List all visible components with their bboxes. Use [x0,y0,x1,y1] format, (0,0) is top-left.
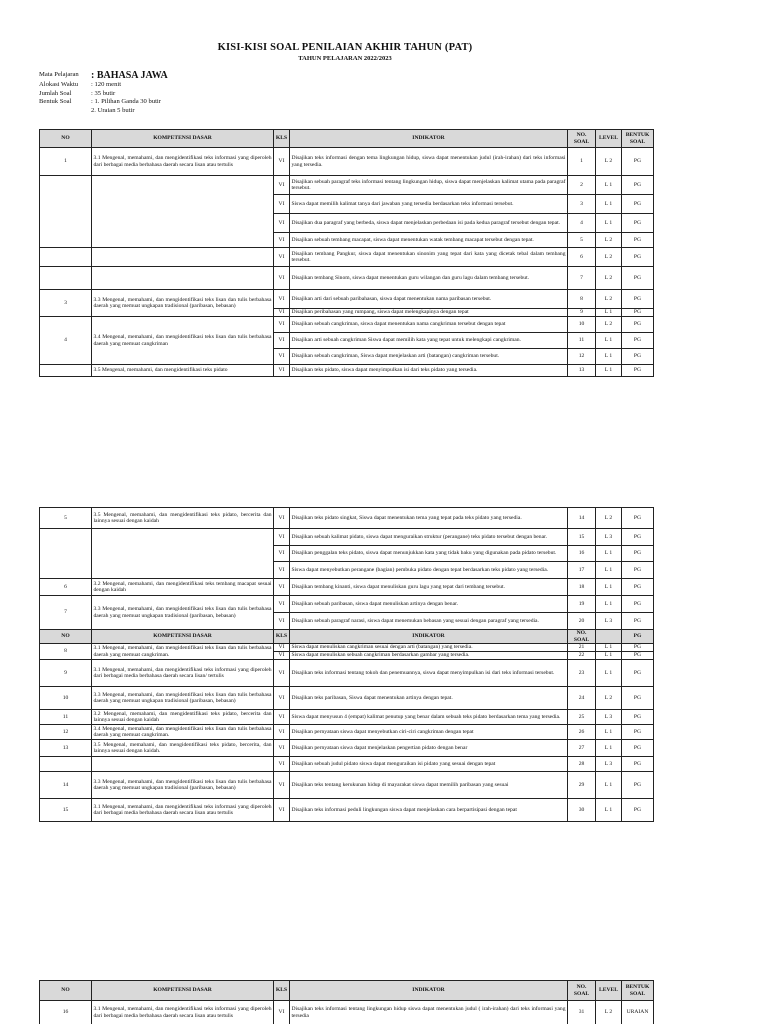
cell-no: 14 [40,772,92,799]
cell-no-soal: 18 [568,579,596,596]
cell-indikator: Siswa dapat menuliskan sebuah cangkriman berdasarkan gambar yang tersedia. [290,652,568,660]
table-row [40,529,654,546]
header-no-soal: NO. SOAL [568,130,596,148]
cell-no-soal: 26 [568,725,596,740]
cell-no-soal: 19 [568,596,596,613]
cell-indikator: Disajikan teks informasi dengan tema lingkungan hidup, siswa dapat menentukan judul (irah-irahan) dari teks informasi yang tersedia. [290,148,568,176]
cell-kompetensi-dasar [92,529,274,579]
cell-bentuk-soal: PG [622,317,654,333]
cell-no-soal: 20 [568,613,596,630]
cell-level: L 1 [596,579,622,596]
kisi-kisi-table-page-2 [39,507,654,822]
cell-kls: VI [274,687,290,710]
cell-indikator: Disajikan sebuah paragraf teks informasi tentang lingkungan hidup, siswa dapat menjelaskan kalimat utama pada paragraf tersebut. [290,176,568,195]
cell-indikator: Disajikan arti dari sebuah paribahasan, siswa dapat menentukan nama paribasan tersebut. [290,290,568,309]
cell-level: L 1 [596,333,622,349]
header-kls: KLS [274,130,290,148]
cell-bentuk-soal: PG [622,725,654,740]
cell-bentuk-soal: PG [622,644,654,652]
cell-kls: VI [274,195,290,214]
header-kompetensi-dasar: KOMPETENSI DASAR [92,130,274,148]
cell-level: L 1 [596,725,622,740]
table-row [40,579,654,596]
cell-level: L 2 [596,687,622,710]
cell-level: L 1 [596,562,622,579]
cell-no: 7 [40,596,92,630]
cell-indikator: Siswa dapat menyebutkan perangane (bagian) pembuka pidato dengan tepat berdasarkan teks pidato yang tersedia. [290,562,568,579]
cell-indikator: Disajikan dua paragraf yang berbeda, siswa dapat menjelaskan perbedaan isi pada kedua paragraf tersebut dengan tepat. [290,214,568,233]
header-level: LEVEL [596,981,622,1001]
cell-bentuk-soal: PG [622,596,654,613]
cell-kls: VI [274,710,290,725]
cell-level: L 3 [596,757,622,772]
header-indikator: INDIKATOR [290,981,568,1001]
kisi-kisi-table-page-3 [39,980,654,1024]
meta-row [39,98,168,107]
cell-indikator: Disajikan penggalan teks pidato, siswa dapat menunjukkan kata yang tidak baku yang digunakan pada pidato tersebut. [290,546,568,562]
table-row [40,176,654,195]
cell-kompetensi-dasar: 3.5 Mengenal, memahami, dan mengidentifikasi teks pidato [92,365,274,377]
cell-bentuk-soal: PG [622,309,654,317]
cell-indikator: Disajikan pernyataan siswa dapat menyebutkan ciri-ciri cangkriman dengan tepat [290,725,568,740]
cell-kls: VI [274,214,290,233]
cell-level: L 1 [596,644,622,652]
cell-indikator: Disajikan tembang kinanti, siswa dapat menuliskan guru lagu yang tepat dari tembang tersebut. [290,579,568,596]
cell-kls: VI [274,757,290,772]
cell-no: 5 [40,508,92,529]
table-row [40,365,654,377]
table-row [40,687,654,710]
cell-kompetensi-dasar: 3.1 Mengenal, memahami, dan mengidentifikasi teks informasi yang diperoleh dari berbagai media berbahasa daerah secara lisan atau tertulis [92,1001,274,1024]
cell-kompetensi-dasar [92,757,274,772]
cell-indikator: Siswa dapat memilih kalimat tanya dari jawaban yang tersedia berdasarkan teks informasi tersebut. [290,195,568,214]
cell-indikator: Siswa dapat menuliskan cangkriman sesuai dengan arti (batangan) yang tersedia. [290,644,568,652]
cell-indikator: Disajikan teks informasi peduli lingkungan siswa dapat menjelaskan cara berpartisipasi dengan tepat [290,799,568,822]
cell-bentuk-soal: PG [622,772,654,799]
cell-kls: VI [274,1001,290,1024]
cell-indikator: Disajikan tembang Sinom, siswa dapat menentukan guru wilangan dan guru lagu dalam tembang tersebut. [290,267,568,290]
meta-label: Alokasi Waktu [39,81,79,88]
cell-no-soal: 6 [568,248,596,267]
cell-no-soal: 21 [568,644,596,652]
cell-no-soal: 17 [568,562,596,579]
cell-level: L 1 [596,365,622,377]
cell-kompetensi-dasar: 3.3 Mengenal, memahami, dan mengidentifikasi teks lisan dan tulis berbahasa daerah yang memuat ungkapan tradisional (paribasan, bebasan) [92,687,274,710]
header-level: LEVEL [596,130,622,148]
cell-level: L 2 [596,267,622,290]
cell-level: L 2 [596,317,622,333]
meta-label [39,107,91,116]
table-row [40,148,654,176]
cell-no-soal: 9 [568,309,596,317]
cell-kls: VI [274,333,290,349]
table-row [40,317,654,333]
document-subtitle: TAHUN PELAJARAN 2022/2023 [298,55,392,62]
table-row [40,644,654,652]
cell-level: L 1 [596,349,622,365]
cell-kompetensi-dasar: 3.4 Mengenal, memahami, dan mengidentifikasi teks lisan dan tulis berbahasa daerah yang memuat cangkriman. [93,725,272,738]
header-no-soal: NO. SOAL [568,981,596,1001]
cell-kls: VI [274,529,290,546]
header-no: NO [40,630,92,644]
cell-kls: VI [274,290,290,309]
table-row [40,799,654,822]
header-indikator: INDIKATOR [290,630,568,644]
cell-kompetensi-dasar [92,267,274,290]
meta-row [39,107,168,116]
cell-indikator: Siswa dapat menyusun 4 (empat) kalimat penutup yang benar dalam sebuah teks pidato berdasarkan tema yang tersedia. [290,710,568,725]
cell-level: L 1 [596,546,622,562]
header-indikator: INDIKATOR [290,130,568,148]
header-no-soal: NO. SOAL [568,630,596,644]
cell-no-soal: 25 [568,710,596,725]
cell-no-soal: 10 [568,317,596,333]
cell-bentuk-soal: PG [622,660,654,687]
header-no: NO [40,981,92,1001]
table-row [40,740,654,757]
table-row [40,248,654,267]
cell-indikator: Disajikan teks pidato, siswa dapat menyimpulkan isi dari teks pidato yang tersedia. [290,365,568,377]
cell-indikator: Disajikan sebuah tembang macapat, siswa dapat menentukan watak tembang macapat tersebut dengan tepat. [290,233,568,248]
cell-no-soal: 11 [568,333,596,349]
cell-kls: VI [274,317,290,333]
cell-indikator: Disajikan teks tentang kerukunan hidup di mayarakat siswa dapat memilih paribasan yang sesuai [290,772,568,799]
cell-kls: VI [274,365,290,377]
header-kls: KLS [274,981,290,1001]
cell-kompetensi-dasar: 3.3 Mengenal, memahami, dan mengidentifikasi teks lisan dan tulis berbahasa daerah yang memuat ungkapan tradisional (paribasan, bebasan) [92,290,274,317]
cell-no: 6 [40,579,92,596]
cell-bentuk-soal: PG [622,562,654,579]
cell-no [40,529,92,579]
cell-no [40,365,92,377]
meta-value: : 35 butir [91,89,116,97]
cell-indikator: Disajikan peribahasan yang rumpang, siswa dapat melengkapinya dengan tepat [290,309,568,317]
cell-bentuk-soal: PG [622,613,654,630]
table-row [40,660,654,687]
meta-row [39,90,168,99]
cell-indikator: Disajikan sebuah paragraf narasi, siswa dapat menemukan bebasan yang sesuai dengan paragraf yang tersedia. [290,613,568,630]
cell-no-soal: 15 [568,529,596,546]
cell-indikator: Disajikan teks informasi tentang tokoh dan penemuannya, siswa dapat menyimpulkan isi dari teks informasi tersebut. [290,660,568,687]
cell-no-soal: 27 [568,740,596,757]
cell-bentuk-soal: PG [622,546,654,562]
cell-indikator: Disajikan pernyataan siswa dapat menjelaskan pengertian pidato dengan benar [290,740,568,757]
cell-bentuk-soal: PG [622,267,654,290]
cell-level: L 1 [596,195,622,214]
cell-no: 8 [40,644,92,660]
cell-bentuk-soal: PG [622,195,654,214]
cell-bentuk-soal: PG [622,799,654,822]
cell-level: L 1 [596,652,622,660]
cell-kls: VI [274,349,290,365]
meta-value: : BAHASA JAWA [91,70,168,81]
cell-no-soal: 7 [568,267,596,290]
cell-no [40,248,92,267]
cell-no: 10 [40,687,92,710]
page-3 [0,980,768,1024]
cell-bentuk-soal: PG [622,508,654,529]
cell-no-soal: 12 [568,349,596,365]
cell-bentuk-soal: PG [622,687,654,710]
cell-kompetensi-dasar [92,248,274,267]
cell-no-soal: 13 [568,365,596,377]
table-row [40,757,654,772]
cell-bentuk-soal: PG [622,214,654,233]
cell-kls: VI [274,309,290,317]
cell-kls: VI [274,562,290,579]
document-meta [39,71,168,115]
table-header-row [40,130,654,148]
cell-kls: VI [274,725,290,740]
table-row [40,290,654,309]
meta-row [39,71,168,81]
cell-no-soal: 14 [568,508,596,529]
page-1 [0,0,768,395]
cell-kompetensi-dasar: 3.1 Mengenal, memahami, dan mengidentifikasi teks informasi yang diperoleh dari berbagai media berbahasa daerah secara lisan atau tertulis [92,148,274,176]
cell-kompetensi-dasar: 3.1 Mengenal, memahami, dan mengidentifikasi teks lisan dan tulis berbahasa daerah yang memuat cangkriman. [93,645,272,658]
header-bentuk-soal: BENTUK SOAL [622,130,654,148]
cell-no: 16 [40,1001,92,1024]
cell-kls: VI [274,176,290,195]
cell-indikator: Disajikan teks paribasan, Siswa dapat menentukan artinya dengan tepat. [290,687,568,710]
cell-no-soal: 1 [568,148,596,176]
cell-no-soal: 8 [568,290,596,309]
cell-indikator: Disajikan arti sebuah cangkriman Siswa dapat memilih kata yang tepat untuk melengkapi cangkriman. [290,333,568,349]
cell-no-soal: 16 [568,546,596,562]
cell-no-soal: 22 [568,652,596,660]
cell-kompetensi-dasar: 3.4 Mengenal, memahami, dan mengidentifikasi teks lisan dan tulis berbahasa daerah yang memuat cangkriman [92,317,274,365]
cell-kls: VI [274,546,290,562]
cell-bentuk-soal: PG [622,349,654,365]
cell-indikator: Disajikan sebuah cangkriman, siswa dapat menentukan nama cangkriman tersebut dengan tepat [290,317,568,333]
cell-kls: VI [274,740,290,757]
cell-level: L 2 [596,248,622,267]
cell-bentuk-soal: PG [622,579,654,596]
cell-no: 13 [40,740,92,757]
cell-kls: VI [274,248,290,267]
header-kompetensi-dasar: KOMPETENSI DASAR [92,981,274,1001]
table-row [40,725,654,740]
cell-no [40,267,92,290]
header-kls: KLS [274,630,290,644]
meta-value: : 1. Pilihan Ganda 30 butir [91,98,161,106]
meta-value: : 120 menit [91,81,122,88]
cell-indikator: Disajikan sebuah cangkriman, Siswa dapat menjelaskan arti (batangan) cangkriman tersebut. [290,349,568,365]
cell-level: L 3 [596,710,622,725]
cell-kompetensi-dasar: 3.1 Mengenal, memahami, dan mengidentifikasi teks informasi yang diperoleh dari berbagai media berbahasa daerah secara lisan atau tertulis [92,799,274,822]
cell-kls: VI [274,660,290,687]
cell-level: L 1 [596,214,622,233]
cell-kls: VI [274,233,290,248]
cell-kls: VI [274,644,290,652]
cell-level: L 1 [596,799,622,822]
cell-no-soal: 29 [568,772,596,799]
meta-label: Mata Pelajaran [39,71,79,78]
cell-no: 9 [40,660,92,687]
cell-level: L 2 [596,290,622,309]
cell-kompetensi-dasar: 3.5 Mengenal, memahami, dan mengidentifikasi teks pidato, bercerita, dan lainnya sesuai dengan kaidah. [92,740,274,757]
cell-level: L 1 [596,596,622,613]
cell-bentuk-soal: URAIAN [622,1001,654,1024]
header-pg: PG [622,630,654,644]
table-row [40,710,654,725]
cell-bentuk-soal: PG [622,365,654,377]
cell-level: L 3 [596,613,622,630]
cell-indikator: Disajikan sebuah paribasan, siswa dapat menuliskan artinya dengan benar. [290,596,568,613]
cell-kompetensi-dasar: 3.3 Mengenal, memahami, dan mengidentifikasi teks lisan dan tulis berbahasa daerah yang memuat ungkapan tradisional (paribasan, bebasan) [92,772,274,799]
cell-kls: VI [274,148,290,176]
cell-kls: VI [274,596,290,613]
cell-no-soal: 23 [568,660,596,687]
table-row [40,772,654,799]
cell-no: 3 [40,290,92,317]
cell-kompetensi-dasar: 3.2 Mengenal, memahami, dan mengidentifikasi teks pidato, bercerita dan lainnya sesuai dengan kaidah [93,710,272,723]
table-row [40,508,654,529]
cell-bentuk-soal: PG [622,148,654,176]
cell-no [40,757,92,772]
cell-no-soal: 24 [568,687,596,710]
cell-kls: VI [274,613,290,630]
cell-indikator: Disajikan teks pidato singkat, Siswa dapat menentukan tema yang tepat pada teks pidato yang tersedia. [290,508,568,529]
cell-no [40,176,92,248]
cell-no-soal: 2 [568,176,596,195]
cell-kompetensi-dasar [92,176,274,248]
meta-value: 2. Uraian 5 butir [91,106,135,114]
cell-no: 12 [40,725,92,740]
cell-kls: VI [274,267,290,290]
cell-bentuk-soal: PG [622,176,654,195]
cell-bentuk-soal: PG [622,333,654,349]
cell-bentuk-soal: PG [622,757,654,772]
meta-row [39,81,168,90]
table-header-row [40,630,654,644]
cell-kls: VI [274,508,290,529]
cell-bentuk-soal: PG [622,248,654,267]
table-row [40,596,654,613]
cell-level: L 2 [596,148,622,176]
cell-level: L 2 [596,1001,622,1024]
cell-no: 4 [40,317,92,365]
cell-kompetensi-dasar: 3.3 Mengenal, memahami, dan mengidentifikasi teks lisan dan tulis berbahasa daerah yang memuat ungkapan tradisional (paribasan, bebasan) [92,596,274,630]
cell-level: L 1 [596,309,622,317]
cell-bentuk-soal: PG [622,652,654,660]
meta-label: Jumlah Soal [39,89,72,97]
cell-indikator: Disajikan sebuah kalimat pidato, siswa dapat menguraikan struktur (perangane) teks pidato tersebut dengan benar. [290,529,568,546]
header-bentuk-soal: BENTUK SOAL [622,981,654,1001]
cell-bentuk-soal: PG [622,290,654,309]
cell-kls: VI [274,579,290,596]
cell-level: L 2 [596,508,622,529]
cell-level: L 3 [596,529,622,546]
cell-kls: VI [274,772,290,799]
cell-indikator: Disajikan sebuah judul pidato siswa dapat menguraikan isi pidato yang sesuai dengan tepat [290,757,568,772]
cell-level: L 2 [596,233,622,248]
cell-level: L 1 [596,740,622,757]
kisi-kisi-table-page-1 [39,129,654,377]
cell-no-soal: 31 [568,1001,596,1024]
cell-no-soal: 28 [568,757,596,772]
cell-no: 1 [40,148,92,176]
cell-level: L 1 [596,772,622,799]
header-kompetensi-dasar: KOMPETENSI DASAR [92,630,274,644]
table-row [40,267,654,290]
cell-kls: VI [274,799,290,822]
table-header-row [40,981,654,1001]
cell-bentuk-soal: PG [622,529,654,546]
cell-kls: VI [274,652,290,660]
cell-no: 11 [40,710,92,725]
cell-bentuk-soal: PG [622,710,654,725]
cell-level: L 1 [596,176,622,195]
cell-bentuk-soal: PG [622,233,654,248]
cell-no-soal: 30 [568,799,596,822]
cell-no-soal: 5 [568,233,596,248]
cell-indikator: Disajikan teks informasi tentang lingkungan hidup siswa dapat menentukan judul ( irah-irahan) dari teks informasi yang tersedia [290,1001,568,1024]
page-2 [0,507,768,867]
table-row [40,1001,654,1024]
cell-indikator: Disajikan tembang Pangkur, siswa dapat menentukan sinonim yang tepat dari kata yang dicetak tebal dalam tembang tersebut. [290,248,568,267]
cell-kompetensi-dasar: 3.5 Mengenal, memahami, dan mengidentifikasi teks pidato, bercerita dan lainnya sesuai dengan kaidah [92,508,274,529]
meta-label: Bentuk Soal [39,98,72,106]
cell-no: 15 [40,799,92,822]
cell-bentuk-soal: PG [622,740,654,757]
cell-no-soal: 4 [568,214,596,233]
header-level-blank [596,630,622,644]
cell-kompetensi-dasar: 3.1 Mengenal, memahami, dan mengidentifikasi teks informasi yang diperoleh dari berbagai media berbahasa daerah secara lisan/ tertulis [92,660,274,687]
cell-level: L 1 [596,660,622,687]
cell-no-soal: 3 [568,195,596,214]
cell-kompetensi-dasar: 3.2 Mengenal, memahami, dan mengidentifikasi teks tembang macapat sesuai dengan kaidah [92,579,274,596]
header-no: NO [40,130,92,148]
document-title: KISI-KISI SOAL PENILAIAN AKHIR TAHUN (PAT) [217,42,473,53]
